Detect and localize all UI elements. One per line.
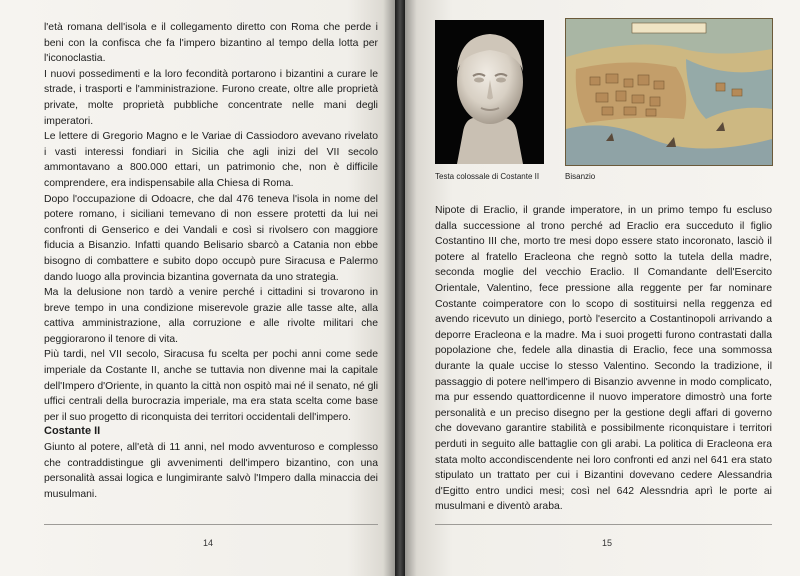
footer-rule [435,524,772,525]
book-spine [395,0,405,576]
left-page-body [44,20,378,425]
section-heading: Costante II [44,425,101,437]
costante-bust-image [435,20,544,164]
paragraph: Più tardi, nel VII secolo, Siracusa fu scelta per pochi anni come sede imperiale da Costante II, anche se tuttavia non divenne mai la capitale dell'Impero d'Oriente, in quanto la città non ospitò mai né il senato, né gli uffici centrali della burocrazia imperiale, ma era stata scelta come base per il suo progetto di riconquista dei territori occidentali dell'impero. [44,349,378,423]
paragraph: l'età romana dell'isola e il collegamento diretto con Roma che perde i beni con la confisca che fa l'impero bizantino al tempo della lotta per l'iconoclastia. [44,22,378,65]
left-page-section-body [44,440,378,502]
paragraph: Ma la delusione non tardò a venire perché i cittadini si trovarono in breve tempo in una condizione miserevole grazie alle tasse alte, alla cattiva amministrazione, alla corruzione e alle rivolte militari che peggiorarono il tenore di vita. [44,287,378,345]
bisanzio-map-image [565,18,773,166]
bust-caption: Testa colossale di Costante II [435,172,540,181]
map-caption: Bisanzio [565,172,596,181]
right-page-body [435,203,772,515]
paragraph: I nuovi possedimenti e la loro fecondità portarono i bizantini a curare le strade, i trasporti e l'amministrazione. Furono create, oltre alle proprietà private, molte proprietà pubbliche concentrate nelle mani degli imperatori. [44,68,378,127]
left-page [0,0,395,576]
paragraph: Le lettere di Gregorio Magno e le Variae di Cassiodoro avevano rivelato i vasti interessi fondiari in Sicilia che agli inizi del VII secolo ammontavano a 800.000 ettari, un patrimonio che, non è difficile comprendere, era indispensabile alla Chiesa di Roma. [44,131,378,189]
footer-rule [44,524,378,525]
right-page [405,0,800,576]
page-number-right: 15 [602,538,613,548]
paragraph: Dopo l'occupazione di Odoacre, che dal 476 teneva l'isola in nome del potere romano, i siciliani temevano di non essere protetti da lui nei confronti di Genserico e dei Vandali e così si rivolsero con maggiore fiducia a Bisanzio. Infatti quando Belisario sbarcò a Catania non ebbe bisogno di combattere e subito dopo occupò pure Siracusa e Palermo dando luogo alla provincia bizantina governata da uno strategia. [44,193,378,283]
paragraph: Giunto al potere, all'età di 11 anni, nel modo avventuroso e complesso che contraddistingue gli avvenimenti dell'impero bizantino, con una personalità assai logica e lungimirante salvò l'Impero dalla minaccia dei musulmani. [44,442,378,500]
paragraph: Nipote di Eraclio, il grande imperatore, in un primo tempo fu escluso dalla successione al trono perché ad Eraclio era succeduto il figlio Costantino III che, morto tre mesi dopo essere stato incoronato, lasciò il potere al fratello Eracleona che regnò sotto la tutela della madre, seconda moglie del vecchio Eraclio. Il Comandante dell'Esercito Orientale, Valentino, fece pressione alla reggente per far nominare Costante coimperatore con lo scopo di sostituirsi nella reggenza ed avendo ricevuto un diniego, portò l'esercito a Costantinopoli arrivando a deporre Eracleona e la madre. Ma i suoi progetti furono contrastati dalla popolazione che, fedele alla dinastia di Eraclio, fece una sommossa durante la quale uccise lo stesso Valentino. Secondo la tradizione, il passaggio di potere nell'impero di Bisanzio avvenne in modo complicato, ma pur essendo quattordicenne il nuovo imperatore dimostrò una forte personalità e un preciso disegno per la gestione degli affari di governo che dovevano garantire stabilità e possibilmente riconquistare i territori perduti in seguito alle battaglie con gli arabi. La politica di Eracleona era stata molto accondiscendente nei loro confronti ed anzi nel 641 era stato stipulato un trattato per cui i Bizantini dovevano cedere Alessandria d'Egitto entro undici mesi; così nel 642 Alessndria aprì le porte ai musulmani e diventò araba. [435,205,772,513]
page-number-left: 14 [203,538,214,548]
map-illustration [566,19,772,165]
bust-illustration [435,20,544,164]
